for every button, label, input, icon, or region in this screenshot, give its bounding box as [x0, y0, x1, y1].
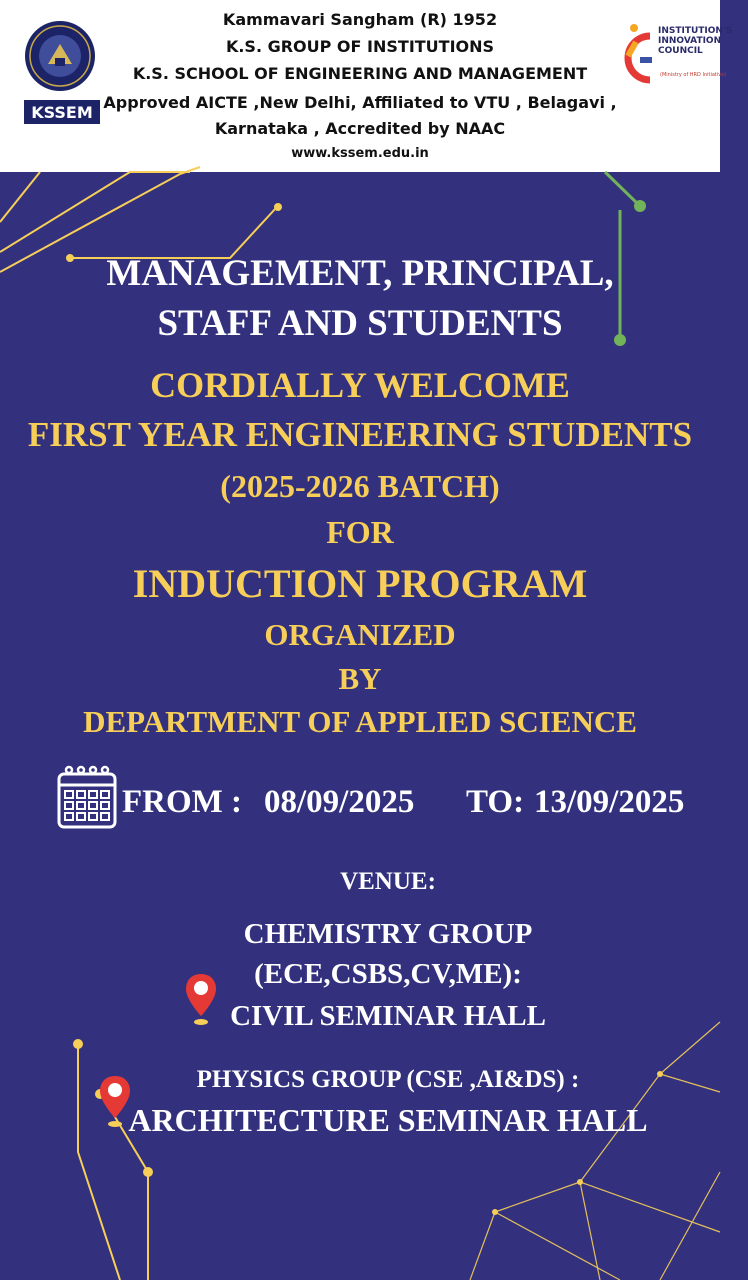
hosts-line-2: STAFF AND STUDENTS — [157, 303, 563, 344]
header-line-approval: Approved AICTE ,New Delhi, Affiliated to VTU , Belagavi , — [103, 93, 617, 112]
location-pin-icon — [184, 972, 218, 1028]
chemistry-hall: CIVIL SEMINAR HALL — [230, 1000, 546, 1032]
header-line-sangham: Kammavari Sangham (R) 1952 — [222, 10, 498, 29]
for-text: FOR — [326, 514, 394, 550]
location-pin-icon — [98, 1074, 132, 1130]
to-label: TO: — [466, 784, 525, 820]
header-banner — [0, 0, 733, 172]
from-date: 08/09/2025 — [264, 784, 415, 820]
iic-line-1: INSTITUTION'S — [658, 26, 733, 36]
iic-logo-text — [658, 26, 732, 56]
venue-label: VENUE: — [340, 868, 436, 895]
organized-text: ORGANIZED — [264, 617, 456, 652]
iic-line-3: COUNCIL — [658, 46, 703, 56]
header-website-link[interactable]: www.kssem.edu.in — [291, 146, 429, 161]
iic-line-2: INNOVATION — [658, 36, 722, 46]
kssem-logo-text: KSSEM — [31, 103, 93, 122]
physics-hall: ARCHITECTURE SEMINAR HALL — [128, 1102, 648, 1138]
header-line-group: K.S. GROUP OF INSTITUTIONS — [225, 37, 495, 56]
department-text: DEPARTMENT OF APPLIED SCIENCE — [83, 704, 637, 739]
welcome-text: CORDIALLY WELCOME — [150, 365, 570, 405]
hosts-line-1: MANAGEMENT, PRINCIPAL, — [106, 253, 614, 294]
physics-group-line: PHYSICS GROUP (CSE ,AI&DS) : — [196, 1066, 580, 1093]
by-text: BY — [338, 661, 382, 696]
program-title: INDUCTION PROGRAM — [132, 561, 588, 606]
audience-text: FIRST YEAR ENGINEERING STUDENTS — [27, 415, 693, 454]
green-node-top — [634, 200, 646, 212]
calendar-icon — [56, 764, 118, 830]
iic-subtitle: (Ministry of HRD Initiative) — [660, 72, 727, 78]
header-line-accreditation: Karnataka , Accredited by NAAC — [214, 119, 506, 138]
from-label: FROM : — [122, 784, 243, 820]
chemistry-group-line-1: CHEMISTRY GROUP — [243, 918, 533, 950]
to-date: 13/09/2025 — [534, 784, 685, 820]
chemistry-group-line-2: (ECE,CSBS,CV,ME): — [254, 958, 522, 990]
header-line-school: K.S. SCHOOL OF ENGINEERING AND MANAGEMENT — [132, 64, 588, 83]
batch-text: (2025-2026 BATCH) — [220, 468, 500, 504]
